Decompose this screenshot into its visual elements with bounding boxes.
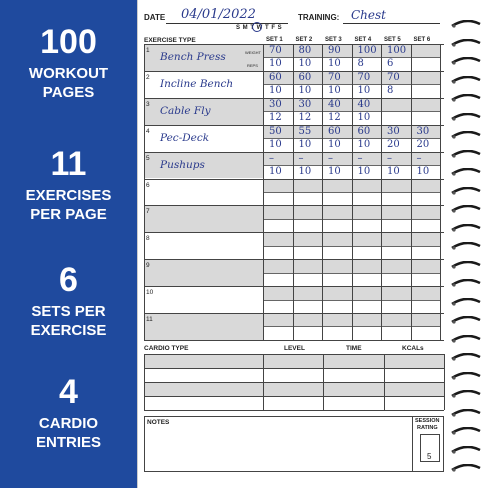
notes-box[interactable] xyxy=(144,416,444,472)
weight-value: 30 xyxy=(387,125,400,137)
weight-value: 40 xyxy=(357,98,371,110)
spiral-ring-icon xyxy=(451,205,481,214)
spiral-ring-icon xyxy=(451,316,481,325)
reps-value: 10 xyxy=(387,165,400,177)
weight-value: 70 xyxy=(328,71,341,83)
reps-value: 10 xyxy=(357,84,371,96)
weight-value: – xyxy=(387,152,392,164)
exercise-number: 1 xyxy=(146,47,150,54)
reps-label: REPS xyxy=(247,63,258,68)
spiral-ring-icon xyxy=(451,94,481,103)
reps-value: 8 xyxy=(387,84,394,96)
training-label: TRAINING: xyxy=(298,13,340,22)
spiral-ring-icon xyxy=(451,242,481,251)
weight-value: 70 xyxy=(357,71,371,83)
workout-log-sheet xyxy=(137,0,448,488)
exercise-name-cell xyxy=(144,260,263,286)
feature-label: WORKOUT xyxy=(28,65,109,82)
cardio-row xyxy=(144,369,444,382)
spiral-binding xyxy=(447,0,484,488)
exercise-name: Bench Press xyxy=(160,51,226,63)
exercise-name: Cable Fly xyxy=(160,104,211,117)
rule-line xyxy=(343,23,440,24)
exercise-number: 7 xyxy=(146,208,150,216)
rule-line xyxy=(352,44,353,340)
rule-line xyxy=(293,44,294,340)
weight-value: 55 xyxy=(298,125,312,137)
reps-value: 20 xyxy=(416,138,430,150)
weight-value: – xyxy=(298,152,304,164)
spiral-ring-icon xyxy=(451,57,481,66)
spiral-ring-icon xyxy=(451,224,481,233)
weight-value: 40 xyxy=(328,98,341,110)
exercise-number: 2 xyxy=(146,73,150,81)
time-label: TIME xyxy=(346,344,362,352)
reps-value: 10 xyxy=(269,84,282,96)
reps-value: 12 xyxy=(298,111,312,123)
session-rating-divider xyxy=(412,416,413,472)
exercise-number: 4 xyxy=(146,127,150,135)
exercise-name: Incline Bench xyxy=(160,77,234,90)
reps-value: 20 xyxy=(387,138,400,150)
weight-value: 30 xyxy=(298,98,312,110)
spiral-ring-icon xyxy=(451,187,481,196)
level-label: LEVEL xyxy=(284,344,305,352)
exercise-number: 11 xyxy=(146,316,153,323)
weight-value: 60 xyxy=(357,125,371,137)
feature-block xyxy=(0,24,137,102)
reps-value: 12 xyxy=(269,111,282,123)
spiral-ring-icon xyxy=(451,298,481,307)
spiral-ring-icon xyxy=(451,335,481,344)
feature-number: 11 xyxy=(50,145,87,183)
weight-value: 80 xyxy=(298,45,312,56)
weight-value: 60 xyxy=(298,71,312,83)
reps-value: 10 xyxy=(328,165,341,177)
date-label: DATE xyxy=(144,13,166,22)
reps-value: 10 xyxy=(416,165,430,177)
weight-value: 90 xyxy=(328,45,341,56)
weight-value: 70 xyxy=(387,71,400,83)
spiral-ring-icon xyxy=(451,20,481,29)
reps-value: 10 xyxy=(298,138,312,150)
exercise-number: 8 xyxy=(146,235,150,243)
exercise-number: 6 xyxy=(146,181,150,189)
feature-block xyxy=(0,146,137,224)
weight-value: – xyxy=(416,152,422,164)
rule-line xyxy=(322,44,323,340)
feature-label: SETS PER xyxy=(31,303,106,320)
selected-day-mark xyxy=(252,22,262,32)
rule-line xyxy=(144,410,444,411)
exercise-type-label: EXERCISE TYPE xyxy=(144,37,196,44)
cardio-row-shade xyxy=(144,355,444,368)
weight-value: 60 xyxy=(269,71,282,83)
spiral-ring-icon xyxy=(451,39,481,48)
rule-line xyxy=(144,340,444,341)
reps-value: 10 xyxy=(328,84,341,96)
exercise-name-cell xyxy=(144,206,263,232)
exercise-name-cell xyxy=(144,233,263,259)
rule-line xyxy=(166,23,288,24)
rule-line xyxy=(384,354,385,410)
exercise-number: 9 xyxy=(146,262,150,270)
rule-line xyxy=(381,44,382,340)
feature-number: 100 xyxy=(40,23,97,61)
date-value: 04/01/2022 xyxy=(181,7,256,22)
reps-value: 10 xyxy=(357,138,371,150)
spiral-ring-icon xyxy=(451,113,481,122)
cardio-type-label: CARDIO TYPE xyxy=(144,344,189,352)
reps-value: 8 xyxy=(357,57,364,69)
spiral-ring-icon xyxy=(451,168,481,177)
cardio-row xyxy=(144,397,444,410)
set-column-header: SET 4 xyxy=(354,37,372,43)
spiral-ring-icon xyxy=(451,76,481,85)
weight-value: 50 xyxy=(269,125,282,137)
set-column-header: SET 2 xyxy=(295,37,313,43)
set-column-header: SET 5 xyxy=(384,37,401,43)
spiral-ring-icon xyxy=(451,131,481,140)
rule-line xyxy=(144,354,145,410)
spiral-ring-icon xyxy=(451,279,481,288)
kcals-label: KCALs xyxy=(402,344,424,352)
set-column-header: SET 3 xyxy=(325,37,342,43)
feature-number: 4 xyxy=(59,373,78,411)
spiral-ring-icon xyxy=(451,150,481,159)
exercise-name-cell xyxy=(144,287,263,313)
rating-label: RATING xyxy=(417,424,438,431)
weight-value: 70 xyxy=(269,45,282,56)
reps-value: 10 xyxy=(298,57,312,69)
set-column-header: SET 6 xyxy=(413,37,431,43)
feature-label: PAGES xyxy=(42,84,95,101)
rule-line xyxy=(440,44,441,340)
reps-value: 10 xyxy=(357,165,371,177)
weight-label: WEIGHT xyxy=(245,50,261,55)
notes-label: NOTES xyxy=(147,418,170,426)
weekday-selector[interactable]: S M T W T F S xyxy=(236,25,283,31)
feature-label: CARDIO xyxy=(38,415,99,432)
weight-value: – xyxy=(357,152,363,164)
set-column-header: SET 1 xyxy=(266,37,283,43)
rating-label: SESSION xyxy=(415,417,440,424)
cardio-row-shade xyxy=(144,383,444,396)
feature-label: EXERCISES xyxy=(25,187,112,204)
exercise-number: 5 xyxy=(146,154,150,162)
rule-line xyxy=(411,44,412,340)
reps-value: 10 xyxy=(269,165,282,177)
spiral-ring-icon xyxy=(451,353,481,362)
rule-line xyxy=(444,354,445,410)
rule-line xyxy=(263,354,264,410)
weight-value: – xyxy=(269,152,274,164)
exercise-name: Pushups xyxy=(160,158,205,171)
spiral-ring-icon xyxy=(451,372,481,381)
feature-block xyxy=(0,262,137,340)
feature-label: PER PAGE xyxy=(30,206,107,223)
exercise-name-cell xyxy=(144,180,263,206)
exercise-number: 3 xyxy=(146,100,150,108)
feature-panel xyxy=(0,0,137,488)
feature-label: ENTRIES xyxy=(35,434,101,451)
rating-value: 5 xyxy=(427,451,432,461)
training-value: Chest xyxy=(351,8,386,22)
spiral-ring-icon xyxy=(451,409,481,418)
feature-number: 6 xyxy=(59,261,78,299)
spiral-ring-icon xyxy=(451,427,481,436)
weight-value: 30 xyxy=(416,125,430,137)
feature-label: EXERCISE xyxy=(30,322,107,339)
spiral-ring-icon xyxy=(451,261,481,270)
spiral-ring-icon xyxy=(451,446,481,455)
reps-value: 10 xyxy=(357,111,371,123)
rule-line xyxy=(263,44,264,340)
reps-value: 6 xyxy=(387,57,394,69)
spiral-ring-icon xyxy=(451,390,481,399)
feature-block xyxy=(0,374,137,452)
reps-value: 12 xyxy=(328,111,341,123)
reps-value: 10 xyxy=(298,84,312,96)
weight-value: 100 xyxy=(357,45,377,56)
reps-value: 10 xyxy=(269,138,282,150)
weight-value: – xyxy=(328,152,333,164)
reps-value: 10 xyxy=(328,57,341,69)
exercise-name: Pec-Deck xyxy=(160,131,210,144)
rule-line xyxy=(144,44,145,340)
weight-value: 60 xyxy=(328,125,341,137)
rule-line xyxy=(323,354,324,410)
reps-value: 10 xyxy=(328,138,341,150)
weight-value: 30 xyxy=(269,98,282,110)
weight-value: 100 xyxy=(387,45,407,56)
exercise-name-cell xyxy=(144,314,263,340)
exercise-number: 10 xyxy=(146,289,154,297)
reps-value: 10 xyxy=(269,57,282,69)
spiral-ring-icon xyxy=(451,464,481,473)
reps-value: 10 xyxy=(298,165,312,177)
